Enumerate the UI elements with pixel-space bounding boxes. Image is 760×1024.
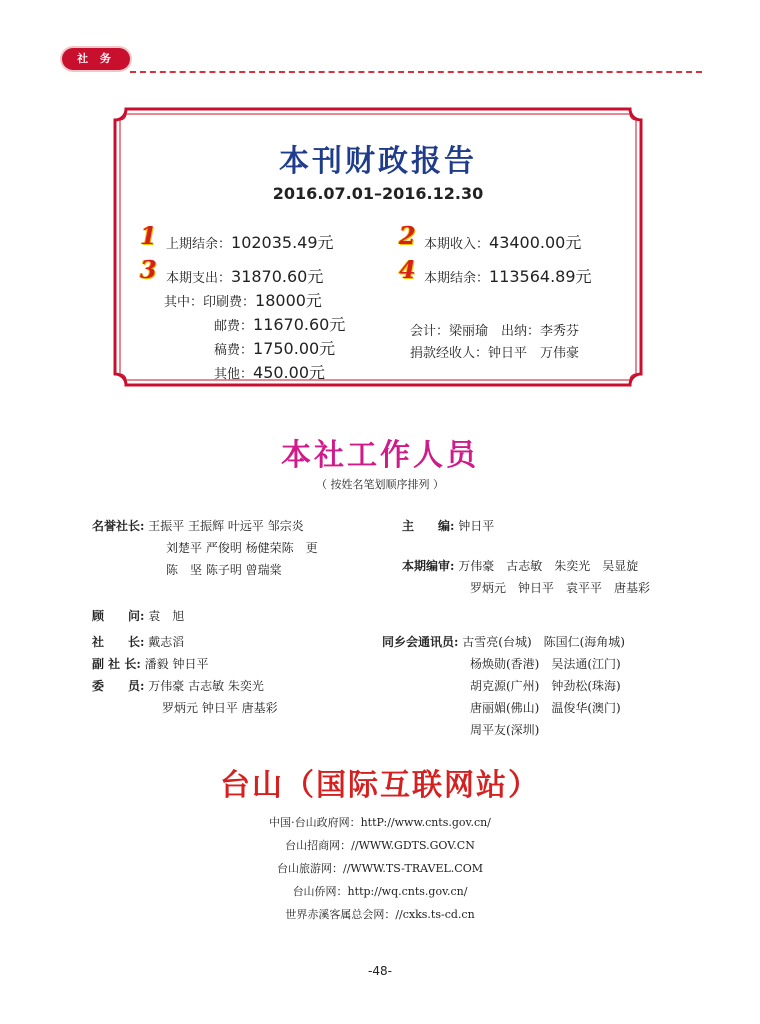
website-link[interactable]: 台山旅游网：//WWW.TS-TRAVEL.COM — [277, 862, 483, 875]
other-row — [214, 360, 325, 383]
advisor-name: 袁 旭 — [148, 609, 185, 623]
staff-title: 本社工作人员 — [281, 438, 479, 473]
expense-label: 本期支出： — [166, 271, 232, 286]
item-number-3: 3 — [140, 255, 157, 284]
fees-label: 稿费： — [214, 343, 254, 358]
chief-editor-label: 主 编: — [402, 519, 455, 533]
issue-editors-line: 罗炳元 钟日平 袁平平 唐基彩 — [470, 581, 651, 595]
committee-row — [92, 676, 264, 696]
vice-president-row — [92, 654, 208, 674]
advisor-row — [92, 606, 184, 626]
correspondents-line: 胡克源(广州) 钟劲松(珠海) — [470, 679, 621, 693]
other-label: 其他： — [214, 367, 254, 382]
issue-editors-line: 万伟豪 古志敏 朱奕光 吴显旋 — [458, 559, 639, 573]
item-number-4: 4 — [399, 255, 416, 284]
vice-president-names: 潘毅 钟日平 — [144, 657, 209, 671]
page-number: -48- — [368, 964, 392, 978]
honorary-president-label: 名誉社长: — [92, 519, 145, 533]
report-date-range: 2016.07.01–2016.12.30 — [272, 184, 484, 203]
item-number-2: 2 — [399, 221, 416, 250]
postage-row — [214, 312, 345, 335]
chief-editor-row — [402, 516, 494, 536]
printing-value: 18000元 — [255, 291, 322, 310]
balance-value: 113564.89元 — [489, 267, 592, 286]
website-link[interactable]: 台山招商网：//WWW.GDTS.GOV.CN — [285, 839, 475, 852]
correspondents-label: 同乡会通讯员: — [382, 635, 459, 649]
committee-line: 万伟豪 古志敏 朱奕光 — [148, 679, 264, 693]
accountant-line: 会计：梁丽瑜 出纳：李秀芬 — [410, 324, 580, 339]
website-link[interactable]: 世界赤溪客属总会网：//cxks.ts-cd.cn — [285, 908, 475, 921]
expense-row — [166, 264, 323, 287]
prev-balance-row — [166, 230, 334, 253]
postage-label: 邮费： — [214, 319, 254, 334]
website-link[interactable]: 中国·台山政府网：httP://www.cnts.gov.cn/ — [269, 816, 491, 829]
donation-receiver-line: 捐款经收人：钟日平 万伟豪 — [410, 346, 580, 361]
report-title: 本刊财政报告 — [279, 144, 477, 179]
other-value: 450.00元 — [253, 363, 326, 382]
honorary-president-line: 陈 坚 陈子明 曾瑞棠 — [166, 563, 282, 577]
printing-label: 印刷费： — [203, 295, 256, 310]
fees-row — [214, 336, 335, 359]
advisor-label: 顾 问: — [92, 609, 145, 623]
honorary-president-block — [92, 516, 304, 536]
website-link[interactable]: 台山侨网：http://wq.cnts.gov.cn/ — [292, 885, 468, 898]
financial-report-box — [112, 106, 644, 388]
header-divider — [130, 71, 702, 73]
websites-title: 台山（国际互联网站） — [220, 768, 540, 803]
balance-row — [424, 264, 592, 287]
of-which-label: 其中： — [164, 295, 204, 310]
correspondents-line: 古雪亮(台城) 陈国仁(海角城) — [462, 635, 625, 649]
president-row — [92, 632, 184, 652]
income-value: 43400.00元 — [489, 233, 582, 252]
correspondents-line: 杨焕勋(香港) 吴法通(江门) — [470, 657, 621, 671]
vice-president-label: 副 社 长: — [92, 657, 141, 671]
item-number-1: 1 — [140, 221, 157, 250]
honorary-president-line: 王振平 王振辉 叶远平 邹宗炎 — [148, 519, 304, 533]
printing-row — [164, 288, 322, 311]
income-row — [424, 230, 581, 253]
president-label: 社 长: — [92, 635, 145, 649]
fees-value: 1750.00元 — [253, 339, 336, 358]
honorary-president-line: 刘楚平 严俊明 杨健荣陈 更 — [166, 541, 318, 555]
issue-editors-row — [402, 556, 638, 576]
correspondents-line: 唐丽媚(佛山) 温俊华(澳门) — [470, 701, 621, 715]
balance-label: 本期结余： — [424, 271, 490, 286]
prev-balance-label: 上期结余： — [166, 237, 232, 252]
correspondents-line: 周平友(深圳) — [470, 723, 540, 737]
income-label: 本期收入： — [424, 237, 490, 252]
staff-subtitle: （ 按姓名笔划顺序排列 ） — [316, 478, 444, 491]
president-name: 戴志滔 — [148, 635, 185, 649]
committee-line: 罗炳元 钟日平 唐基彩 — [162, 701, 278, 715]
correspondents-row — [382, 632, 625, 652]
postage-value: 11670.60元 — [253, 315, 346, 334]
prev-balance-value: 102035.49元 — [231, 233, 334, 252]
expense-value: 31870.60元 — [231, 267, 324, 286]
section-tag: 社 务 — [62, 48, 130, 70]
committee-label: 委 员: — [92, 679, 145, 693]
chief-editor-name: 钟日平 — [458, 519, 495, 533]
issue-editors-label: 本期编审: — [402, 559, 455, 573]
